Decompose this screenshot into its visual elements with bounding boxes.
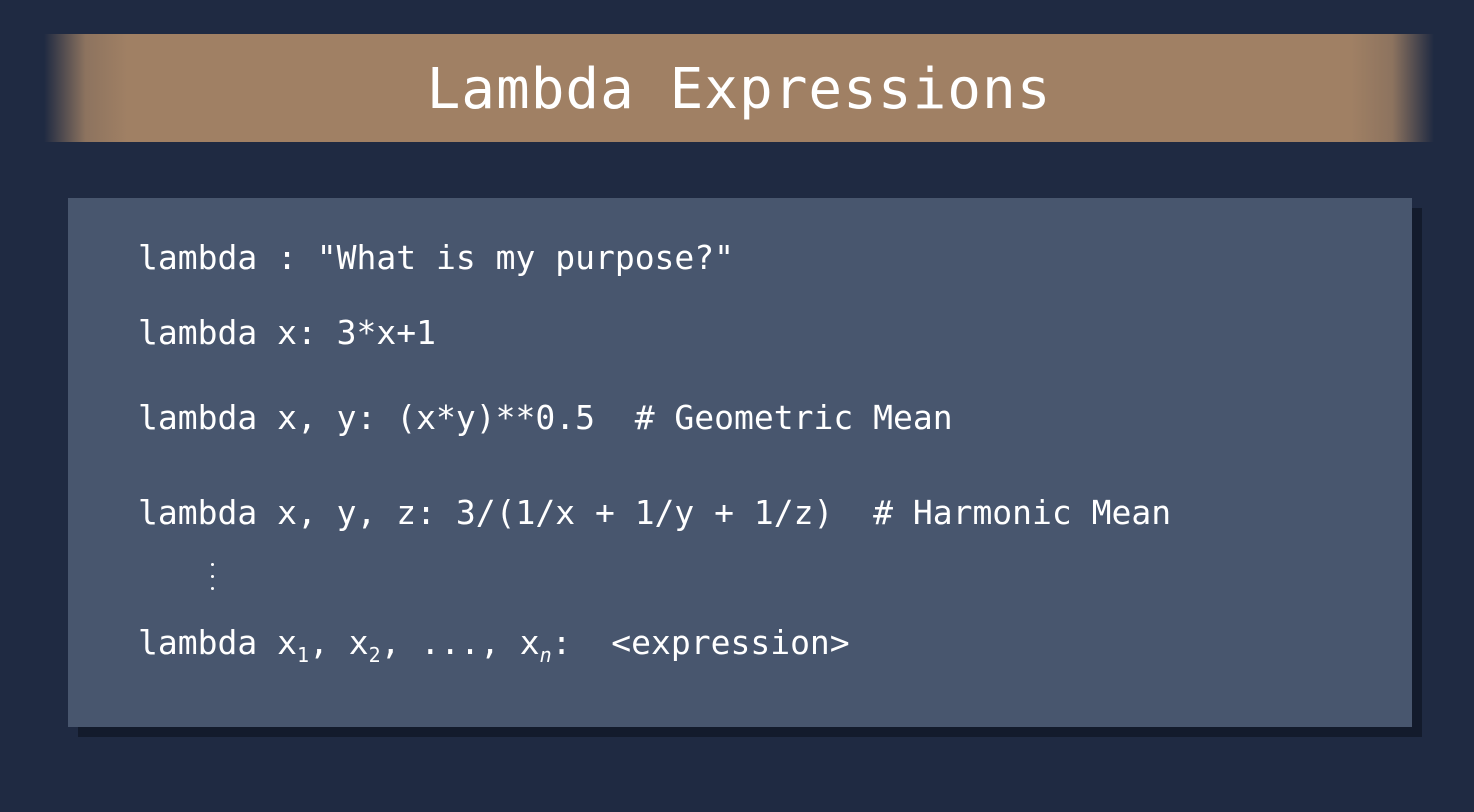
code-line-harmonic-mean: lambda x, y, z: 3/(1/x + 1/y + 1/z) # Harmonic Mean: [138, 493, 1172, 532]
title-banner: [44, 34, 1434, 142]
general-form-prefix: lambda x: [138, 623, 297, 662]
subscript-1: 1: [296, 643, 309, 667]
code-line-general-form: [138, 623, 850, 667]
general-form-mid-1: , x: [309, 623, 369, 662]
subscript-n: n: [539, 643, 552, 667]
code-line-no-args: lambda : "What is my purpose?": [138, 238, 735, 277]
general-form-mid-2: , ..., x: [380, 623, 540, 662]
vertical-ellipsis-icon: [210, 557, 216, 597]
code-line-single-arg: lambda x: 3*x+1: [138, 313, 437, 352]
general-form-suffix: : <expression>: [551, 623, 850, 662]
code-line-geometric-mean: lambda x, y: (x*y)**0.5 # Geometric Mean: [138, 398, 953, 437]
subscript-2: 2: [368, 643, 381, 667]
code-panel: [68, 198, 1412, 727]
slide-title: Lambda Expressions: [426, 57, 1052, 122]
